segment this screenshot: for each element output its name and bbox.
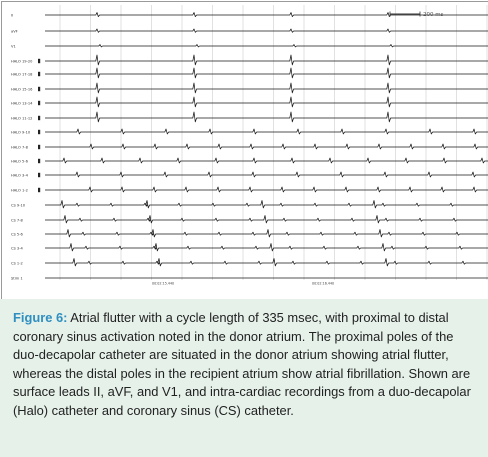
channel-trace xyxy=(45,172,488,177)
channel-marker xyxy=(38,87,40,91)
caption-text: Atrial flutter with a cycle length of 335 msec, with proximal to distal coronary sinus activation noted in the donor atrium. The proximal poles of the duo-decapolar catheter are situated in the donor atrium showing atrial flutter, whereas the distal poles in the recipient atrium show atrial fibrillation. Shown are surface leads II, aVF, and V1, and intra-cardiac recordings from a duo-decapolar (Halo) catheter and coronary sinus (CS) catheter. xyxy=(13,310,471,418)
channel-label: HALO 11-12 xyxy=(11,116,33,121)
channel-trace xyxy=(45,187,488,192)
channel-labels xyxy=(11,13,40,280)
channel-trace xyxy=(45,230,488,237)
ecg-tracings xyxy=(2,2,488,299)
ecg-recording-figure xyxy=(1,1,488,300)
time-label-1: 00:02:15.440 xyxy=(152,281,175,286)
channel-traces xyxy=(45,13,488,279)
channel-marker xyxy=(38,59,40,63)
channel-label: aVF xyxy=(11,29,18,34)
channel-label: CS 5-6 xyxy=(11,232,23,237)
channel-trace xyxy=(45,112,488,122)
channel-trace xyxy=(45,158,488,163)
channel-trace xyxy=(45,144,488,149)
channel-trace xyxy=(45,97,488,107)
channel-label: CS 1-2 xyxy=(11,261,23,266)
channel-label: HALO 17-18 xyxy=(11,72,33,77)
channel-marker xyxy=(38,173,40,177)
channel-trace xyxy=(45,29,488,32)
channel-trace xyxy=(45,68,488,78)
channel-label: HALO 9-10 xyxy=(11,130,31,135)
channel-trace xyxy=(45,45,488,47)
channel-trace xyxy=(45,259,488,266)
channel-label: HALO 7-8 xyxy=(11,145,28,150)
channel-trace xyxy=(45,83,488,93)
channel-label: HALO 13-14 xyxy=(11,101,33,106)
channel-marker xyxy=(38,116,40,120)
channel-marker xyxy=(38,145,40,149)
channel-label: CS 3-4 xyxy=(11,246,23,251)
channel-trace xyxy=(45,201,488,208)
channel-marker xyxy=(38,130,40,134)
caption-paragraph xyxy=(13,309,476,420)
time-label-2: 00:02:16.440 xyxy=(312,281,335,286)
channel-marker xyxy=(38,101,40,105)
channel-label: Stim 1 xyxy=(11,276,23,281)
channel-marker xyxy=(38,159,40,163)
channel-marker xyxy=(38,188,40,192)
figure-caption xyxy=(0,299,488,457)
channel-trace xyxy=(45,244,488,251)
channel-marker xyxy=(38,72,40,76)
channel-label: V1 xyxy=(11,44,16,49)
channel-label: HALO 15-16 xyxy=(11,87,33,92)
figure-number-label: Figure 6: xyxy=(13,310,68,325)
channel-label: CS 7-8 xyxy=(11,218,23,223)
channel-label: HALO 3-4 xyxy=(11,173,28,178)
channel-label: II xyxy=(11,13,14,18)
channel-label: HALO 19-20 xyxy=(11,59,33,64)
channel-trace xyxy=(45,129,488,134)
channel-label: CS 9-10 xyxy=(11,203,26,208)
scale-bar-label: 200 ms xyxy=(423,12,444,18)
channel-trace xyxy=(45,216,488,223)
channel-label: HALO 1-2 xyxy=(11,188,28,193)
channel-trace xyxy=(45,13,488,17)
channel-trace xyxy=(45,55,488,65)
channel-label: HALO 5-6 xyxy=(11,159,28,164)
